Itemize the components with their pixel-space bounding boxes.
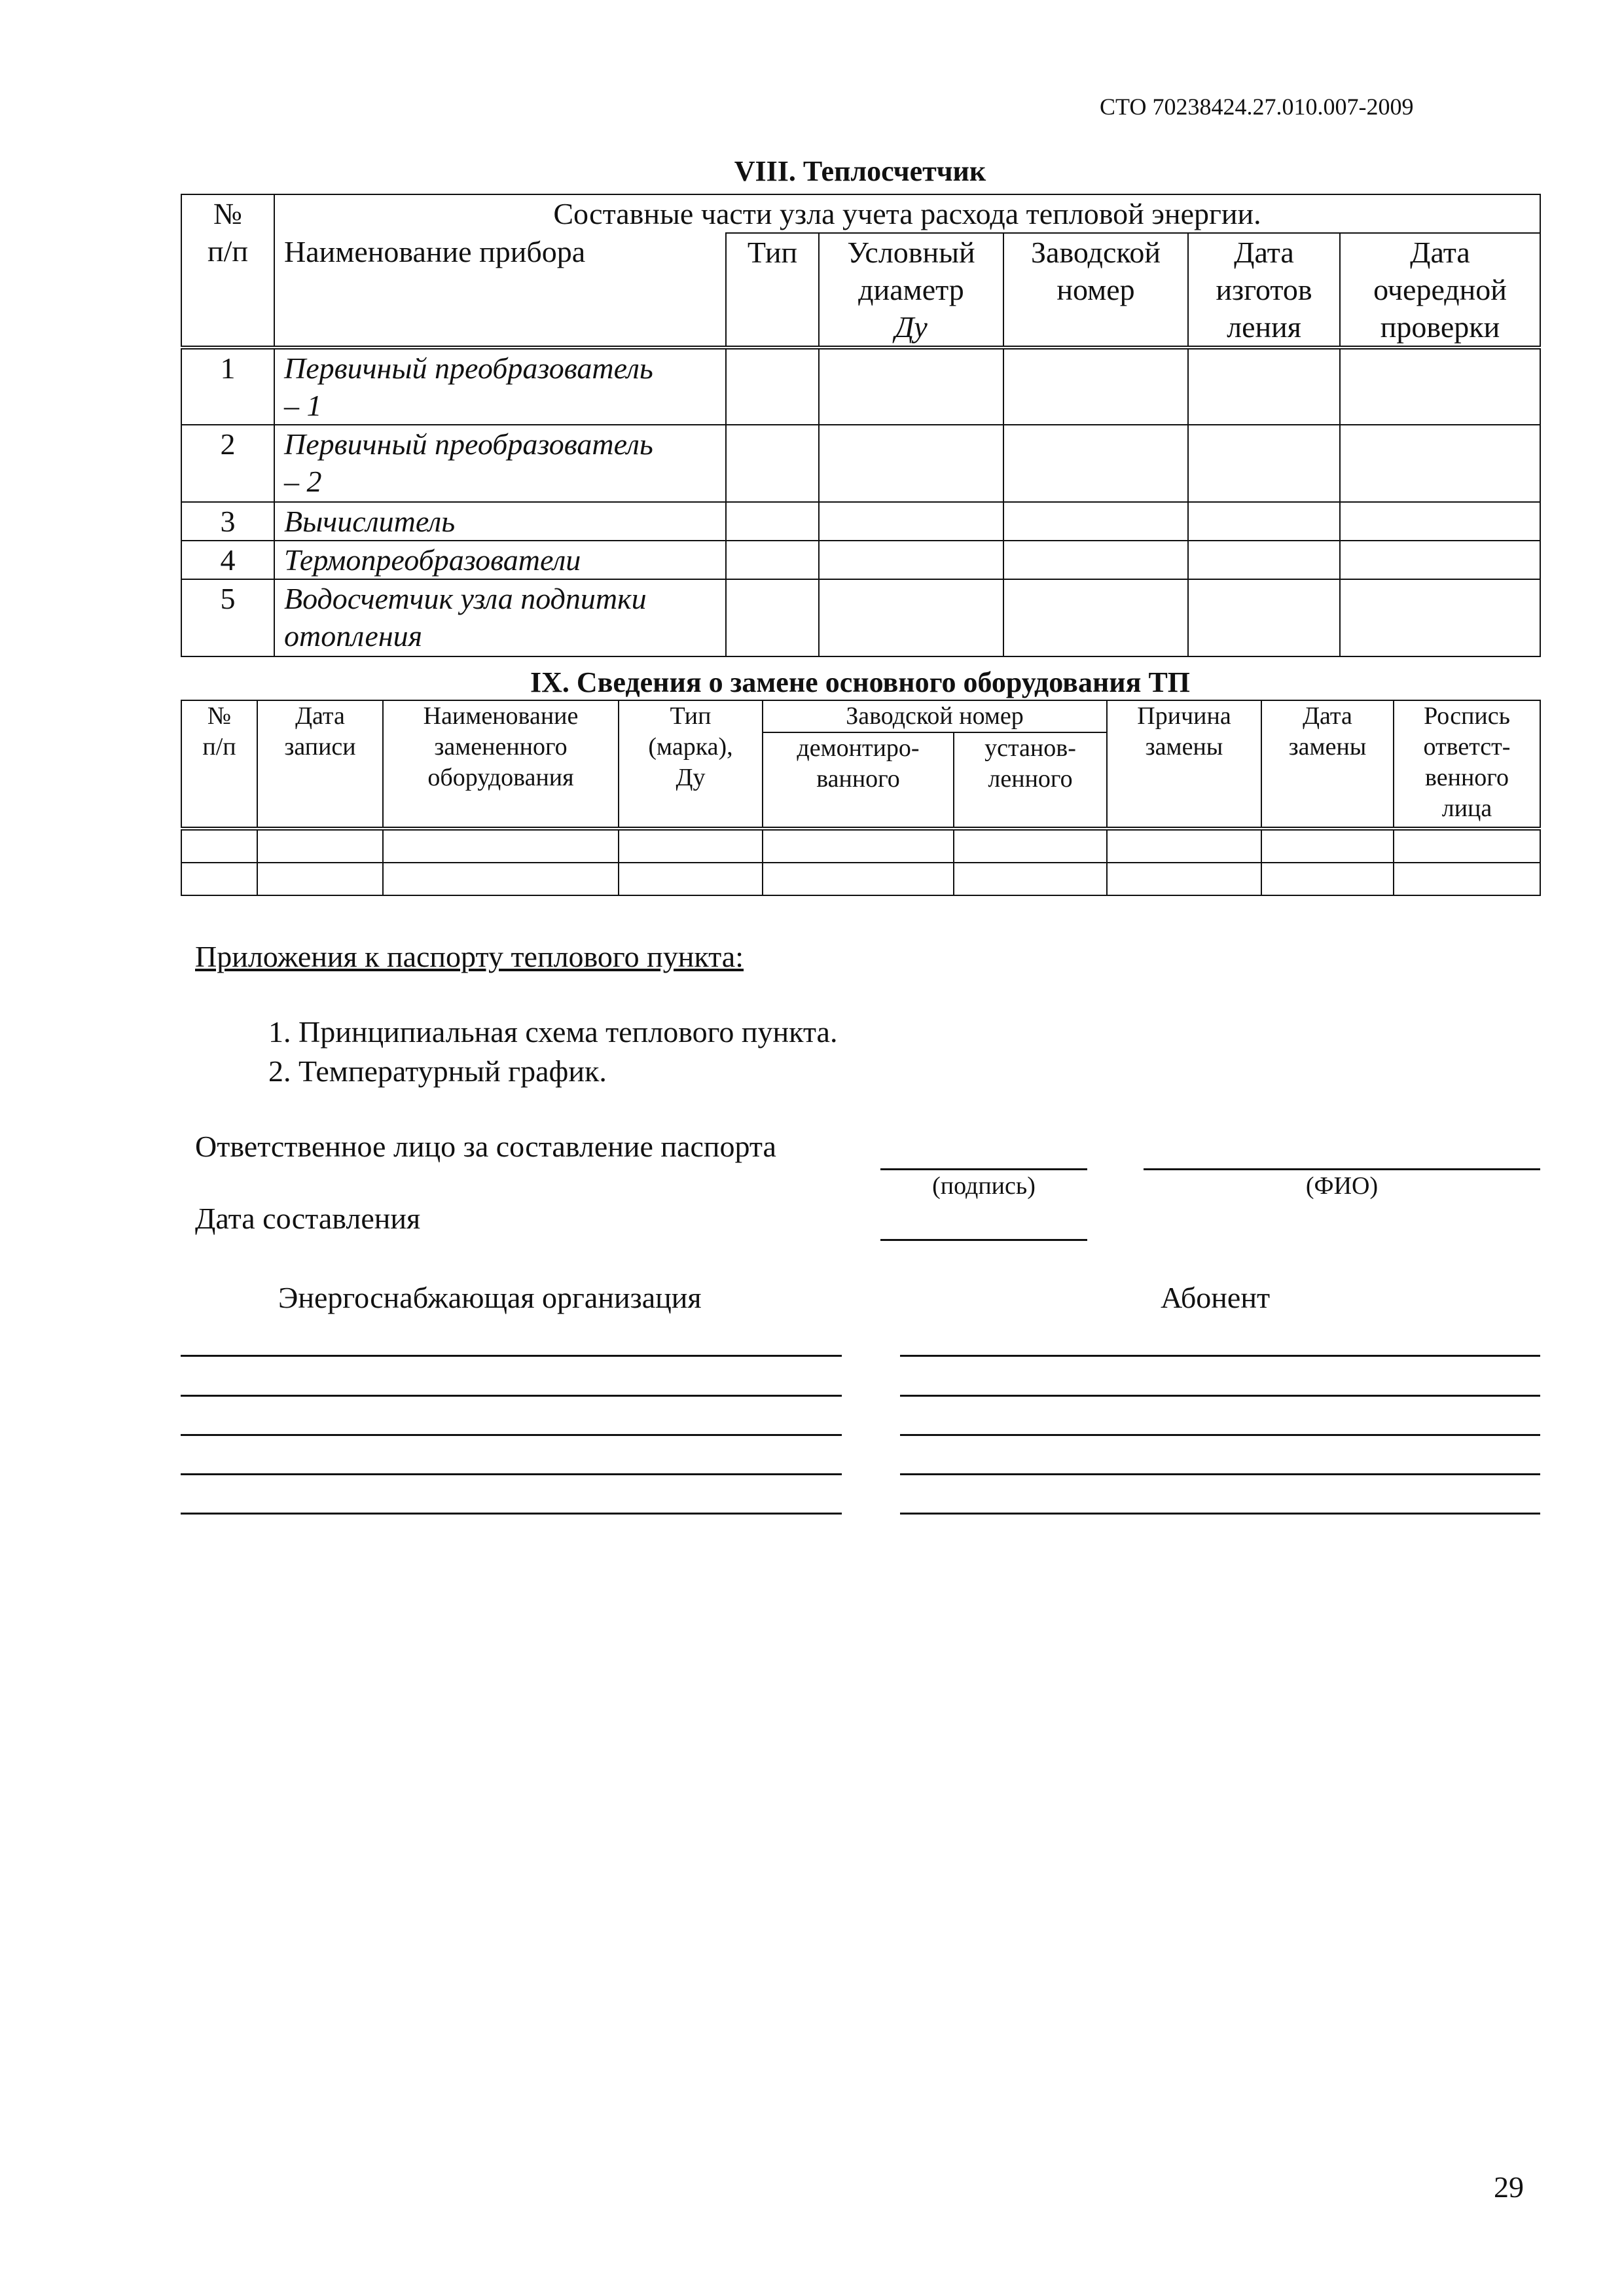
row-device-name: Первичный преобразователь – 2 <box>274 425 726 502</box>
table-cell[interactable] <box>1340 502 1540 541</box>
subscriber-label: Абонент <box>1161 1281 1271 1314</box>
table-cell[interactable] <box>1107 863 1261 895</box>
table-cell[interactable] <box>257 863 383 895</box>
table-cell[interactable] <box>1261 829 1394 863</box>
row-num: 5 <box>181 579 274 656</box>
table-cell[interactable] <box>181 863 257 895</box>
row-device-name: Вычислитель <box>274 502 726 541</box>
col-equipment-name-header: Наименование замененного оборудования <box>383 700 619 829</box>
fio-line[interactable] <box>1144 1168 1540 1170</box>
responsible-person-label: Ответственное лицо за составление паспорта <box>195 1130 776 1163</box>
col-type-header: Тип (марка), Ду <box>619 700 763 829</box>
section-8-title: VIII. Теплосчетчик <box>734 155 986 187</box>
table-row <box>181 425 1540 502</box>
table-cell[interactable] <box>1340 425 1540 502</box>
col-num-header: № п/п <box>181 194 274 348</box>
table-cell[interactable] <box>726 348 819 425</box>
table-cell[interactable] <box>1003 579 1188 656</box>
row-num: 3 <box>181 502 274 541</box>
fio-caption: (ФИО) <box>1305 1172 1379 1200</box>
table-cell[interactable] <box>1188 502 1340 541</box>
row-num: 2 <box>181 425 274 502</box>
supplier-signature-line[interactable] <box>181 1355 842 1357</box>
signature-caption: (подпись) <box>932 1172 1036 1200</box>
table-row <box>181 502 1540 541</box>
col-removed-header: демонтиро- ванного <box>763 732 954 829</box>
table-cell[interactable] <box>1003 348 1188 425</box>
table-cell[interactable] <box>383 829 619 863</box>
table-cell[interactable] <box>819 348 1003 425</box>
appendices-title: Приложения к паспорту теплового пункта: <box>195 940 744 973</box>
subscriber-signature-line[interactable] <box>900 1355 1540 1357</box>
table-cell[interactable] <box>1394 829 1540 863</box>
equipment-replacement-table <box>181 700 1541 896</box>
subscriber-signature-line[interactable] <box>900 1434 1540 1436</box>
col-signature-header: Роспись ответст- венного лица <box>1394 700 1540 829</box>
table-cell[interactable] <box>181 829 257 863</box>
table-header-row <box>181 700 1540 732</box>
supplier-signature-line[interactable] <box>181 1473 842 1475</box>
col-reason-header: Причина замены <box>1107 700 1261 829</box>
row-device-name: Первичный преобразователь – 1 <box>274 348 726 425</box>
supplier-signature-line[interactable] <box>181 1434 842 1436</box>
table-subheader-row <box>181 233 1540 348</box>
table-row <box>181 863 1540 895</box>
section-9-title: IX. Сведения о замене основного оборудования ТП <box>530 666 1191 698</box>
table-cell[interactable] <box>1003 502 1188 541</box>
table-cell[interactable] <box>1340 579 1540 656</box>
table-cell[interactable] <box>954 863 1107 895</box>
table-cell[interactable] <box>819 541 1003 579</box>
table-cell[interactable] <box>1188 579 1340 656</box>
table-cell[interactable] <box>257 829 383 863</box>
supplier-signature-line[interactable] <box>181 1513 842 1515</box>
appendix-item: 2. Температурный график. <box>268 1054 607 1088</box>
col-replace-date-header: Дата замены <box>1261 700 1394 829</box>
appendix-item: 1. Принципиальная схема теплового пункта. <box>268 1015 838 1049</box>
col-serial-header: Заводской номер <box>1003 233 1188 348</box>
col-diameter-header <box>819 233 1003 348</box>
col-serial-group-header: Заводской номер <box>763 700 1107 732</box>
date-line[interactable] <box>880 1239 1087 1241</box>
row-device-name: Термопреобразователи <box>274 541 726 579</box>
table-cell[interactable] <box>1188 348 1340 425</box>
table-cell[interactable] <box>1188 425 1340 502</box>
standard-code: СТО 70238424.27.010.007-2009 <box>1100 94 1414 120</box>
table-cell[interactable] <box>1261 863 1394 895</box>
table-cell[interactable] <box>819 425 1003 502</box>
table-cell[interactable] <box>954 829 1107 863</box>
subscriber-signature-line[interactable] <box>900 1473 1540 1475</box>
table-row <box>181 348 1540 425</box>
table-cell[interactable] <box>1003 425 1188 502</box>
col-name-header: Наименование прибора <box>274 233 726 348</box>
table-cell[interactable] <box>819 502 1003 541</box>
table-cell[interactable] <box>763 829 954 863</box>
col-next-check-header: Дата очередной проверки <box>1340 233 1540 348</box>
table-header-row <box>181 194 1540 233</box>
table-cell[interactable] <box>619 829 763 863</box>
table-row <box>181 541 1540 579</box>
row-num: 1 <box>181 348 274 425</box>
table-cell[interactable] <box>726 541 819 579</box>
col-mfg-date-header: Дата изготов ления <box>1188 233 1340 348</box>
table-cell[interactable] <box>383 863 619 895</box>
row-num: 4 <box>181 541 274 579</box>
page-number: 29 <box>1494 2170 1524 2204</box>
table-cell[interactable] <box>763 863 954 895</box>
table-cell[interactable] <box>1188 541 1340 579</box>
heat-meter-table <box>181 194 1541 657</box>
table-cell[interactable] <box>819 579 1003 656</box>
table-row <box>181 829 1540 863</box>
subscriber-signature-line[interactable] <box>900 1513 1540 1515</box>
table-cell[interactable] <box>619 863 763 895</box>
diameter-symbol: Ду <box>895 310 928 344</box>
group-title: Составные части узла учета расхода тепловой энергии. <box>274 194 1540 233</box>
supplier-signature-line[interactable] <box>181 1395 842 1397</box>
compilation-date-label: Дата составления <box>195 1202 421 1235</box>
table-cell[interactable] <box>1340 348 1540 425</box>
table-cell[interactable] <box>726 579 819 656</box>
table-cell[interactable] <box>1394 863 1540 895</box>
signature-line[interactable] <box>880 1168 1087 1170</box>
table-cell[interactable] <box>726 425 819 502</box>
table-cell[interactable] <box>726 502 819 541</box>
table-cell[interactable] <box>1003 541 1188 579</box>
table-cell[interactable] <box>1340 541 1540 579</box>
subscriber-signature-line[interactable] <box>900 1395 1540 1397</box>
col-installed-header: установ- ленного <box>954 732 1107 829</box>
col-record-date-header: Дата записи <box>257 700 383 829</box>
supplier-label: Энергоснабжающая организация <box>278 1281 702 1314</box>
table-cell[interactable] <box>1107 829 1261 863</box>
table-row <box>181 579 1540 656</box>
diameter-label: Условный диаметр <box>847 236 975 306</box>
col-num-header: № п/п <box>181 700 257 829</box>
row-device-name: Водосчетчик узла подпитки отопления <box>274 579 726 656</box>
col-type-header: Тип <box>726 233 819 348</box>
